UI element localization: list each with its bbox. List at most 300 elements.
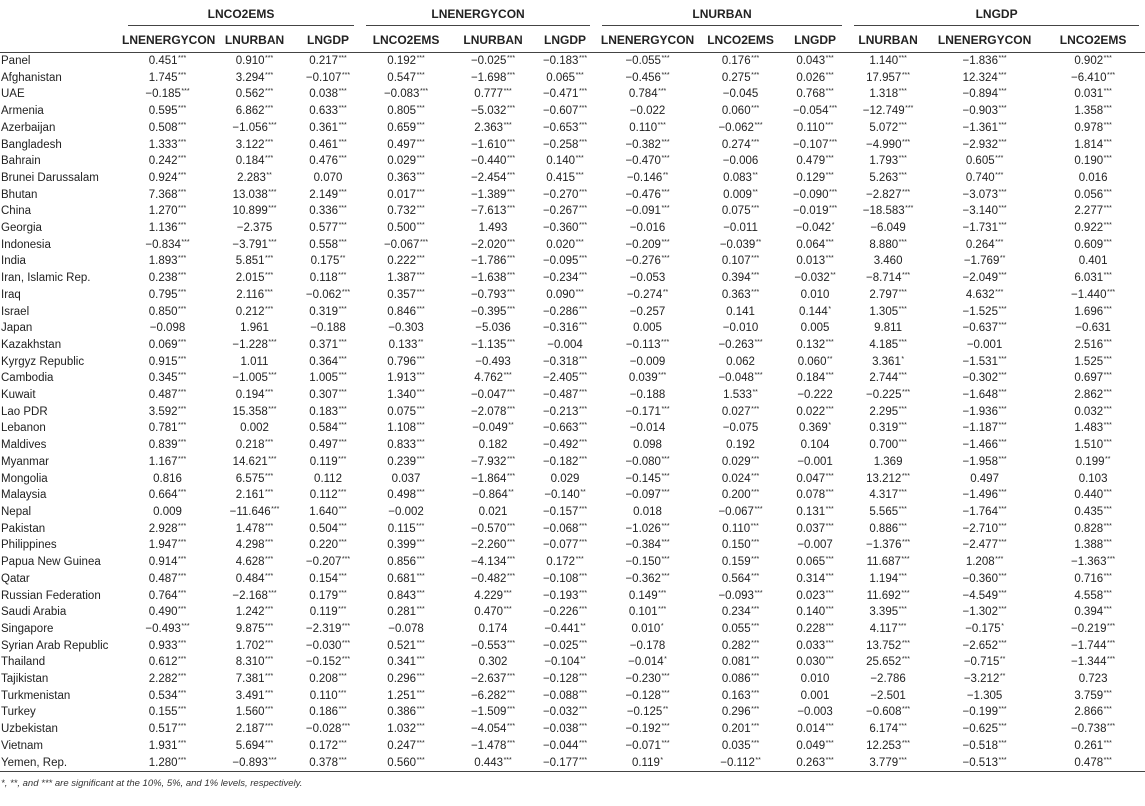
cell-value: 13.752: [866, 639, 902, 652]
significance-stars: ***: [825, 656, 834, 664]
table-cell: [452, 53, 534, 70]
significance-stars: ***: [901, 138, 911, 146]
table-cell: [360, 103, 452, 120]
cell-value: 1.140: [869, 55, 899, 67]
significance-stars: ***: [998, 205, 1007, 213]
cell-value: 13.212: [866, 472, 902, 485]
significance-stars: ***: [1103, 422, 1112, 430]
significance-stars: ***: [178, 739, 187, 747]
row-label: Bahrain: [1, 155, 41, 168]
cell-value: −2.168: [232, 589, 268, 602]
table-cell: [360, 170, 452, 187]
cell-value: −0.028: [305, 723, 342, 736]
significance-stars: ***: [898, 756, 907, 764]
significance-stars: ***: [578, 105, 588, 113]
cell-value: 25.652: [866, 656, 902, 669]
cell-value: 4.632: [965, 288, 995, 301]
table-cell: 0.001: [800, 689, 830, 702]
table-cell: [213, 471, 296, 488]
significance-stars: ***: [578, 389, 588, 397]
table-cell: [122, 755, 213, 772]
significance-stars: ***: [178, 105, 187, 113]
table-cell: [1041, 70, 1145, 87]
table-row: [0, 253, 1145, 270]
cell-value: 0.369: [799, 422, 828, 435]
cell-value: 0.010: [631, 622, 661, 635]
table-cell: [534, 237, 596, 254]
cell-value: −0.258: [542, 138, 579, 151]
table-cell: [360, 387, 452, 404]
table-cell: [534, 220, 596, 237]
table-cell: [296, 153, 360, 170]
table-cell: [699, 253, 782, 270]
significance-stars: ***: [751, 138, 760, 146]
cell-value: 0.031: [1074, 88, 1104, 101]
significance-stars: ***: [661, 472, 670, 480]
significance-stars: ***: [416, 372, 425, 380]
table-row: [0, 203, 1145, 220]
significance-stars: ***: [265, 389, 274, 397]
cell-value: −0.113: [625, 338, 661, 351]
significance-stars: ***: [416, 405, 425, 413]
cell-value: 0.101: [628, 606, 658, 619]
significance-stars: **: [999, 656, 1006, 664]
cell-value: 0.281: [387, 606, 417, 619]
significance-stars: ***: [1103, 706, 1112, 714]
table-cell: [122, 387, 213, 404]
significance-stars: ***: [416, 222, 425, 230]
table-cell: [213, 137, 296, 154]
significance-stars: ***: [578, 689, 588, 697]
table-cell: 0.062: [726, 355, 755, 368]
significance-stars: ***: [1106, 556, 1116, 564]
cell-value: −2.319: [305, 622, 342, 635]
table-cell: [296, 354, 360, 371]
table-cell: −1.305: [966, 689, 1003, 702]
table-cell: [782, 738, 848, 755]
table-cell: [782, 504, 848, 521]
cell-value: −0.095: [542, 255, 579, 268]
table-cell: [782, 654, 848, 671]
cell-value: 1.913: [387, 372, 417, 385]
row-label: Mongolia: [1, 472, 48, 485]
table-cell: 0.005: [800, 322, 830, 335]
cell-value: 0.194: [235, 389, 265, 402]
significance-stars: ***: [998, 405, 1007, 413]
table-cell: [296, 70, 360, 87]
cell-value: −0.286: [542, 305, 579, 318]
cell-value: 0.609: [1074, 238, 1104, 251]
table-cell: [848, 554, 928, 571]
table-cell: [534, 604, 596, 621]
table-cell: [296, 554, 360, 571]
table-cell: 0.182: [478, 439, 508, 452]
cell-value: 1.340: [387, 389, 417, 402]
cell-value: −0.177: [542, 756, 579, 769]
cell-value: 2.866: [1074, 706, 1104, 719]
cell-value: 11.687: [866, 556, 901, 569]
table-cell: [596, 237, 699, 254]
cell-value: −11.646: [229, 505, 271, 518]
cell-value: −0.062: [718, 121, 754, 134]
cell-value: 0.132: [796, 338, 826, 351]
cell-value: −0.553: [470, 639, 507, 652]
table-cell: [534, 638, 596, 655]
table-cell: [596, 70, 699, 87]
cell-value: 6.174: [869, 723, 899, 736]
cell-value: 0.314: [796, 572, 826, 585]
table-cell: [452, 270, 534, 287]
significance-stars: ***: [754, 505, 763, 513]
table-cell: [699, 287, 782, 304]
cell-value: 0.828: [1074, 522, 1104, 535]
significance-stars: ***: [998, 305, 1007, 313]
cell-value: 0.319: [869, 422, 899, 435]
significance-stars: ***: [825, 338, 834, 346]
cell-value: −0.360: [962, 572, 998, 585]
table-cell: [782, 337, 848, 354]
significance-stars: ***: [825, 171, 834, 179]
table-cell: [296, 86, 360, 103]
cell-value: 0.497: [309, 439, 339, 452]
significance-stars: ***: [506, 455, 516, 463]
significance-stars: ***: [338, 589, 347, 597]
significance-stars: ***: [658, 88, 667, 96]
table-cell: [699, 621, 782, 638]
significance-stars: ***: [416, 205, 425, 213]
table-cell: [296, 487, 360, 504]
table-cell: [928, 755, 1041, 772]
cell-value: −0.048: [718, 372, 754, 385]
table-cell: [699, 103, 782, 120]
cell-value: −0.128: [625, 689, 661, 702]
cell-value: 0.176: [721, 55, 751, 67]
table-cell: −0.053: [629, 272, 666, 285]
cell-value: −0.047: [470, 389, 507, 402]
table-cell: [360, 437, 452, 454]
table-cell: [848, 86, 928, 103]
cell-value: 4.229: [474, 589, 504, 602]
table-cell: [534, 170, 596, 187]
cell-value: −1.648: [962, 389, 998, 402]
table-cell: 9.811: [874, 322, 903, 335]
table-cell: [452, 537, 534, 554]
table-cell: 0.029: [550, 472, 580, 485]
significance-stars: ***: [751, 706, 760, 714]
table-cell: [534, 253, 596, 270]
table-cell: 0.141: [726, 305, 755, 318]
table-cell: −0.222: [797, 389, 833, 402]
significance-stars: ***: [751, 739, 760, 747]
table-row: [0, 738, 1145, 755]
significance-stars: ***: [416, 355, 425, 363]
significance-stars: ***: [661, 572, 670, 580]
cell-value: −0.318: [542, 355, 579, 368]
cell-value: −0.067: [383, 238, 420, 251]
table-cell: [452, 237, 534, 254]
significance-stars: **: [508, 489, 514, 497]
significance-stars: ***: [998, 489, 1007, 497]
table-cell: [213, 387, 296, 404]
significance-stars: ***: [661, 539, 670, 547]
significance-stars: ***: [998, 222, 1007, 230]
cell-value: 0.242: [148, 155, 178, 168]
table-cell: [1041, 337, 1145, 354]
cell-value: 2.797: [869, 288, 899, 301]
cell-value: −3.140: [962, 205, 998, 218]
table-cell: [782, 721, 848, 738]
cell-value: 0.296: [721, 706, 751, 719]
significance-stars: ***: [1106, 723, 1116, 731]
table-cell: [213, 487, 296, 504]
table-cell: [534, 270, 596, 287]
table-cell: [848, 103, 928, 120]
cell-value: 0.768: [796, 88, 826, 101]
significance-stars: ***: [578, 522, 588, 530]
table-cell: [928, 487, 1041, 504]
table-cell: [213, 203, 296, 220]
table-cell: [534, 137, 596, 154]
significance-stars: ***: [825, 572, 834, 580]
table-cell: [360, 755, 452, 772]
cell-value: −0.267: [542, 205, 579, 218]
significance-stars: ***: [265, 556, 274, 564]
significance-stars: ***: [1103, 355, 1112, 363]
table-cell: [360, 270, 452, 287]
table-cell: [122, 370, 213, 387]
significance-stars: ***: [998, 572, 1007, 580]
cell-value: 0.378: [309, 756, 339, 769]
significance-stars: ***: [1103, 756, 1112, 764]
cell-value: −1.135: [470, 338, 507, 351]
row-label: Brunei Darussalam: [1, 171, 99, 184]
cell-value: −0.625: [962, 723, 998, 736]
significance-stars: ***: [506, 556, 516, 564]
table-cell: −0.011: [723, 222, 758, 235]
table-cell: [534, 437, 596, 454]
cell-value: 6.575: [235, 472, 265, 485]
table-cell: [928, 554, 1041, 571]
cell-value: 0.022: [796, 405, 826, 418]
cell-value: 0.234: [721, 606, 751, 619]
significance-stars: ***: [416, 723, 425, 731]
significance-stars: ***: [1103, 439, 1112, 447]
table-cell: [1041, 370, 1145, 387]
cell-value: 2.116: [236, 288, 265, 301]
table-row: [0, 721, 1145, 738]
table-cell: 0.010: [800, 673, 830, 686]
table-cell: [596, 621, 699, 638]
table-cell: [122, 420, 213, 437]
significance-stars: ***: [338, 188, 347, 196]
table-cell: [122, 103, 213, 120]
significance-stars: ***: [1103, 522, 1112, 530]
table-cell: [452, 671, 534, 688]
table-row: [0, 337, 1145, 354]
significance-stars: ***: [575, 155, 584, 163]
significance-stars: ***: [178, 439, 187, 447]
cell-value: 0.212: [235, 305, 265, 318]
table-cell: −2.501: [870, 689, 906, 702]
significance-stars: ***: [264, 288, 273, 296]
table-cell: [928, 738, 1041, 755]
cell-value: −1.496: [962, 489, 998, 502]
cell-value: −0.456: [625, 71, 661, 84]
table-row: [0, 304, 1145, 321]
table-cell: [452, 304, 534, 321]
cell-value: −0.054: [792, 105, 829, 118]
significance-stars: ***: [1103, 372, 1112, 380]
significance-stars: ***: [268, 338, 277, 346]
significance-stars: ***: [341, 288, 351, 296]
table-cell: [928, 203, 1041, 220]
table-cell: [213, 287, 296, 304]
cell-value: 3.361: [872, 355, 901, 368]
significance-stars: ***: [578, 121, 588, 129]
cell-value: 0.043: [796, 55, 826, 67]
cell-value: −2.652: [962, 639, 998, 652]
cell-value: 0.633: [309, 105, 339, 118]
significance-stars: ***: [416, 272, 425, 280]
cell-value: −0.738: [1070, 723, 1107, 736]
table-cell: [1041, 120, 1145, 137]
significance-stars: ***: [506, 706, 516, 714]
significance-stars: ***: [998, 272, 1007, 280]
cell-value: 0.049: [796, 739, 826, 752]
cell-value: 0.361: [309, 121, 339, 134]
table-row: [0, 688, 1145, 705]
cell-value: −1.440: [1070, 288, 1107, 301]
cell-value: 0.208: [309, 673, 339, 686]
table-cell: [296, 220, 360, 237]
significance-stars: ***: [661, 155, 670, 163]
significance-stars: ***: [578, 505, 588, 513]
cell-value: −0.893: [232, 756, 268, 769]
significance-stars: ***: [178, 55, 187, 62]
table-cell: [596, 521, 699, 538]
cell-value: 0.090: [546, 288, 576, 301]
table-cell: [782, 53, 848, 70]
table-cell: [534, 671, 596, 688]
row-label: Panel: [1, 55, 31, 67]
table-cell: [213, 521, 296, 538]
table-cell: [1041, 738, 1145, 755]
table-cell: −0.257: [629, 305, 666, 318]
significance-stars: ***: [181, 88, 190, 96]
table-cell: [360, 354, 452, 371]
table-cell: [1041, 604, 1145, 621]
table-cell: [534, 621, 596, 638]
significance-stars: ***: [178, 222, 187, 230]
table-cell: [452, 571, 534, 588]
cell-value: 0.149: [628, 589, 658, 602]
table-cell: [782, 187, 848, 204]
significance-stars: ***: [751, 55, 760, 62]
table-cell: [848, 638, 928, 655]
significance-stars: ***: [265, 138, 274, 146]
row-label: Bhutan: [1, 188, 38, 201]
significance-stars: ***: [578, 422, 588, 430]
significance-stars: ***: [338, 455, 347, 463]
table-cell: [213, 187, 296, 204]
cell-value: 7.381: [235, 673, 265, 686]
significance-stars: ***: [1103, 405, 1112, 413]
table-cell: [848, 70, 928, 87]
significance-stars: ***: [338, 305, 347, 313]
cell-value: 0.110: [722, 522, 751, 535]
significance-stars: ***: [416, 656, 425, 664]
row-label: Yemen, Rep.: [0, 755, 122, 772]
cell-value: 0.345: [148, 372, 178, 385]
significance-stars: ***: [661, 138, 670, 146]
cell-value: −0.715: [963, 656, 1000, 669]
significance-stars: ***: [416, 455, 425, 463]
significance-stars: ***: [1106, 622, 1116, 630]
table-cell: [122, 86, 213, 103]
table-cell: [213, 755, 296, 772]
significance-stars: ***: [265, 606, 274, 614]
table-cell: [848, 287, 928, 304]
table-cell: [928, 638, 1041, 655]
table-cell: [360, 337, 452, 354]
table-cell: [848, 437, 928, 454]
table-cell: [213, 704, 296, 721]
table-cell: [296, 270, 360, 287]
significance-stars: ***: [506, 138, 516, 146]
cell-value: 0.933: [148, 639, 178, 652]
table-cell: [534, 588, 596, 605]
cell-value: 1.318: [869, 88, 899, 101]
cell-value: 3.122: [235, 138, 265, 151]
significance-stars: ***: [416, 589, 425, 597]
significance-stars: **: [662, 288, 669, 296]
significance-stars: **: [752, 188, 758, 196]
row-label: Kazakhstan: [1, 338, 62, 351]
cell-value: 1.893: [148, 255, 178, 268]
table-cell: [596, 337, 699, 354]
cell-value: 0.247: [387, 739, 417, 752]
table-cell: [848, 120, 928, 137]
cell-value: −1.361: [962, 121, 998, 134]
significance-stars: ***: [338, 689, 347, 697]
cell-value: 0.681: [387, 572, 417, 585]
table-cell: [699, 387, 782, 404]
cell-value: −0.230: [625, 673, 661, 686]
cell-value: −0.903: [962, 105, 998, 118]
cell-value: 1.005: [309, 372, 339, 385]
table-cell: [296, 437, 360, 454]
significance-stars: ***: [506, 389, 516, 397]
cell-value: −0.032: [794, 272, 830, 285]
table-cell: [782, 86, 848, 103]
table-cell: [699, 504, 782, 521]
table-cell: 0.112: [314, 472, 342, 485]
significance-stars: ***: [416, 639, 425, 647]
significance-stars: ***: [416, 55, 425, 62]
table-cell: [360, 537, 452, 554]
table-cell: [296, 721, 360, 738]
table-cell: [928, 521, 1041, 538]
cell-value: 0.140: [546, 155, 576, 168]
significance-stars: ***: [751, 539, 760, 547]
table-cell: [213, 671, 296, 688]
table-cell: [699, 237, 782, 254]
significance-stars: ***: [661, 522, 670, 530]
table-cell: [782, 103, 848, 120]
cell-value: 3.759: [1074, 689, 1104, 702]
significance-stars: ***: [178, 338, 187, 346]
significance-stars: ***: [265, 472, 274, 480]
